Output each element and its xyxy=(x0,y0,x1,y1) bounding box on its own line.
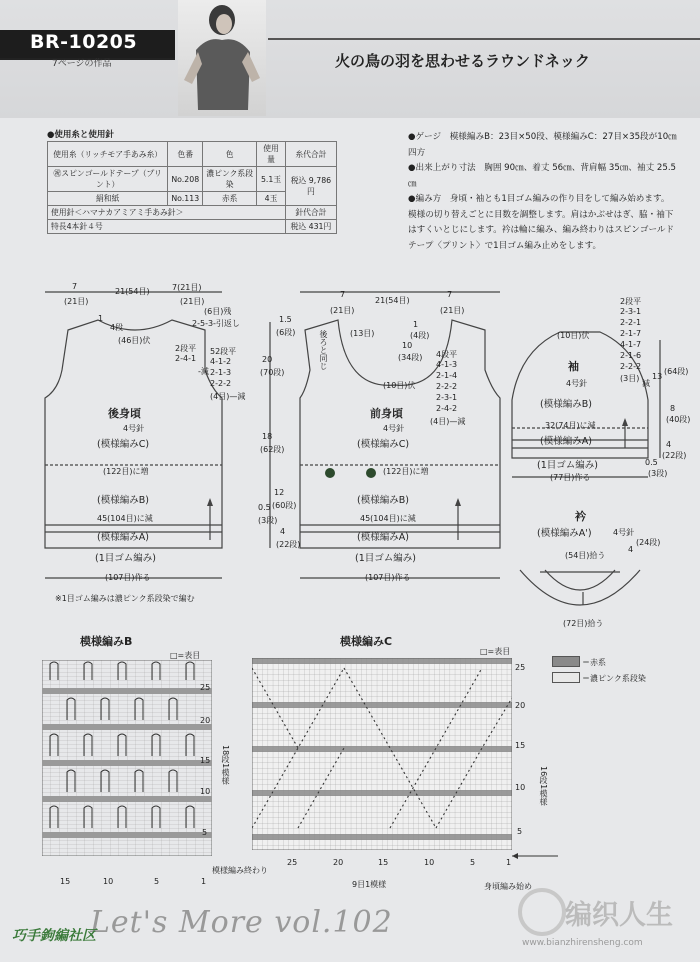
sleeve-h2: 8 xyxy=(670,404,676,413)
legend-pink-swatch xyxy=(552,672,580,683)
chart-b-col10: 10 xyxy=(103,877,114,886)
back-armhole: 2段平 xyxy=(175,344,197,353)
back-h1: 1.5 xyxy=(279,315,292,324)
sleeve-inc: 32(74目)に減 xyxy=(545,421,596,430)
row1-amount: 5.1玉 xyxy=(257,167,286,192)
row1-no: No.208 xyxy=(168,167,203,192)
back-side1: 4-1-2 xyxy=(210,357,232,366)
back-cast: (107目)作る xyxy=(105,573,151,582)
sleeve-r0: 2段平 xyxy=(620,297,642,306)
row2-amount: 4玉 xyxy=(257,192,286,206)
back-h5s: (3段) xyxy=(258,516,278,525)
page-ref: 7ページの作品 xyxy=(52,59,112,69)
front-w1s: (21目) xyxy=(330,306,355,315)
swirl-logo-icon xyxy=(518,888,566,936)
chart-b-col15: 15 xyxy=(60,877,71,886)
front-pattern-a: (模様編みA) xyxy=(357,532,409,543)
chart-b-row10: 10 xyxy=(200,787,211,796)
back-w2: 21(54目) xyxy=(115,287,150,296)
front-neck-h: 1 xyxy=(413,320,419,329)
chart-c-bottom: 9目1模様 xyxy=(352,880,387,889)
sleeve-pattern-a: (模様編みA) xyxy=(540,436,592,447)
back-h1s: (6段) xyxy=(276,328,296,337)
back-dec-label: -減 xyxy=(198,367,209,376)
collar-outer xyxy=(520,570,640,605)
col-yarn: 使用糸（リッチモア手あみ糸） xyxy=(48,142,168,167)
front-w1: 7 xyxy=(340,290,346,299)
back-h4: 12 xyxy=(274,488,285,497)
back-side2: 2-1-3 xyxy=(210,368,232,377)
back-neck: (46目)伏 xyxy=(118,336,151,345)
chart-b-row5: 5 xyxy=(202,828,208,837)
chart-c-col10: 10 xyxy=(424,858,435,867)
chart-b-row20: 20 xyxy=(200,716,211,725)
sleeve-r5: 2-1-6 xyxy=(620,351,642,360)
chart-b-col5: 5 xyxy=(154,877,160,886)
needle-head: 使用針＜ハマナカアミアミ手あみ針＞ xyxy=(48,206,286,220)
chart-c-col20: 20 xyxy=(333,858,344,867)
back-h6s: (22段) xyxy=(276,540,301,549)
sleeve-r7: (3目) xyxy=(620,374,640,383)
model-photo xyxy=(178,0,266,116)
chart-c-row10: 10 xyxy=(515,783,526,792)
front-dec2: 2-1-4 xyxy=(436,371,458,380)
chart-b-row15: 15 xyxy=(200,756,211,765)
chart-b-end: 模様編み終わり xyxy=(212,866,268,875)
collar-h: 4 xyxy=(628,545,634,554)
chart-b-row25: 25 xyxy=(200,683,211,692)
back-label4: 4段 xyxy=(110,323,124,332)
stitch-marker-left xyxy=(325,468,335,478)
sleeve-pattern-b: (模様編みB) xyxy=(540,399,592,410)
back-h3: 18 xyxy=(262,432,273,441)
chart-c-row5: 5 xyxy=(517,827,523,836)
back-w3: 7(21目) xyxy=(172,283,202,292)
front-neck-rows: 10 xyxy=(402,341,413,350)
back-rib: (1目ゴム編み) xyxy=(95,553,156,564)
chart-c-title: 模様編みC xyxy=(340,635,393,648)
col-price: 糸代合計 xyxy=(285,142,336,167)
front-shoulder: (13目) xyxy=(350,329,375,338)
back-w3s: (21目) xyxy=(180,297,205,306)
col-color: 色 xyxy=(203,142,257,167)
back-side-rows: 52段平 xyxy=(210,347,237,356)
back-pattern-c: (模様編みC) xyxy=(97,439,150,450)
chart-c-col1: 1 xyxy=(506,858,512,867)
sleeve-r4: 4-1-7 xyxy=(620,340,642,349)
back-h6: 4 xyxy=(280,527,286,536)
sleeve-h2s: (40段) xyxy=(666,415,691,424)
legend-red-swatch xyxy=(552,656,580,667)
sleeve-title: 袖 xyxy=(568,360,579,373)
back-side4: (4目)—減 xyxy=(210,392,246,401)
collar-subtitle: (模様編みA') xyxy=(537,528,592,539)
chart-c-legend-pink: ＝濃ピンク系段染 xyxy=(582,674,646,683)
chart-c-end-arrow xyxy=(510,848,560,864)
front-cast: (107目)作る xyxy=(365,573,411,582)
back-h4s: (60段) xyxy=(272,501,297,510)
front-pattern-c: (模様編みC) xyxy=(357,439,410,450)
back-h5: 0.5 xyxy=(258,503,271,512)
community-logo: 巧手鉤編社区 xyxy=(12,928,96,944)
back-side3: 2-2-2 xyxy=(210,379,232,388)
size-note: ●出来上がり寸法 胸囲 90㎝、着丈 56㎝、背肩幅 35㎝、袖丈 25.5㎝ xyxy=(408,163,677,189)
col-amount: 使用量 xyxy=(257,142,286,167)
sleeve-rib: (1目ゴム編み) xyxy=(537,460,598,471)
page-title: 火の鳥の羽を思わせるラウンドネック xyxy=(335,52,590,70)
collar-top: (54目)拾う xyxy=(565,551,606,560)
back-w1: 7 xyxy=(72,282,78,291)
row1-yarn: ㊗スピンゴールドテープ（プリント） xyxy=(48,167,168,192)
back-dec45: 45(104目)に減 xyxy=(97,514,153,523)
back-pattern-b: (模様編みB) xyxy=(97,495,149,506)
pattern-code: BR-10205 xyxy=(30,31,138,53)
chart-c-row15: 15 xyxy=(515,741,526,750)
back-shoulder: (6目)残 xyxy=(204,307,232,316)
chart-c-legend-red: ＝赤系 xyxy=(582,658,606,667)
chart-c-col15: 15 xyxy=(378,858,389,867)
front-dec1: 4-1-3 xyxy=(436,360,458,369)
collar-hs: (24段) xyxy=(636,538,661,547)
chart-b-title: 模様編みB xyxy=(80,635,133,648)
sleeve-r3: 2-1-7 xyxy=(620,329,642,338)
collar-needle: 4号針 xyxy=(613,528,635,537)
front-w3s: (21目) xyxy=(440,306,465,315)
back-h2s: (70段) xyxy=(260,368,285,377)
sleeve-dec: 減 xyxy=(642,379,650,388)
chart-b-grid xyxy=(42,660,212,856)
method-note: ●編み方 身頃・袖とも1目ゴム編みの作り目をして編み始めます。模様の切り替えごとに目数を調整します。肩はかぶせはぎ、脇・袖下はすくいとじにします。衿は輪に編み、編み終わりはスピンゴールドテープ〈プリント〉で1目ゴム編み止めをします。 xyxy=(408,194,675,251)
row1-color: 濃ピンク系段染 xyxy=(203,167,257,192)
front-w2: 21(54目) xyxy=(375,296,410,305)
row2-color: 赤系 xyxy=(203,192,257,206)
sleeve-r1: 2-3-1 xyxy=(620,307,642,316)
gauge-note: ●ゲージ 模様編みB：23目×50段、模様編みC：27目×35段が10㎝四方 xyxy=(408,132,677,158)
row2-yarn: 絹和紙 xyxy=(48,192,168,206)
front-neck-rows-s: (34段) xyxy=(398,353,423,362)
front-dec3: 2-2-2 xyxy=(436,382,458,391)
row2-no: No.113 xyxy=(168,192,203,206)
needle-price: 税込 431円 xyxy=(285,220,336,234)
sleeve-needle: 4号針 xyxy=(566,379,588,388)
title-line xyxy=(268,38,700,40)
front-dec0: 4段平 xyxy=(436,350,458,359)
sleeve-top: (10目)伏 xyxy=(557,331,590,340)
chart-c-row20: 20 xyxy=(515,701,526,710)
instructions xyxy=(408,130,678,254)
collar-bottom: (72目)拾う xyxy=(563,619,604,628)
sleeve-h4: 4 xyxy=(666,440,672,449)
back-title: 後身頃 xyxy=(108,407,141,420)
magazine-brand: Let's More vol.102 xyxy=(90,905,393,940)
needle: 特長4本針４号 xyxy=(48,220,286,234)
sleeve-h3s: (3段) xyxy=(648,469,668,478)
chart-b-row-label: 18段1模様 xyxy=(221,745,230,785)
back-inc: (122目)に増 xyxy=(103,467,149,476)
yarn-price: 税込 9,786円 xyxy=(285,167,336,206)
col-color-no: 色番 xyxy=(168,142,203,167)
front-neck-bind: (10目)伏 xyxy=(383,381,416,390)
needle-price-head: 針代合計 xyxy=(285,206,336,220)
sleeve-h3: 0.5 xyxy=(645,458,658,467)
chart-c-col25: 25 xyxy=(287,858,298,867)
front-needle: 4号針 xyxy=(383,424,405,433)
chart-c-grid xyxy=(252,658,512,850)
sleeve-h4s: (22段) xyxy=(662,451,687,460)
front-dec6: (4目)—減 xyxy=(430,417,466,426)
sleeve-r2: 2-2-1 xyxy=(620,318,642,327)
collar-inner xyxy=(545,570,615,590)
materials-table xyxy=(47,141,337,234)
back-w1s: (21目) xyxy=(64,297,89,306)
back-shoulder-dec: 2-5-3-引返し xyxy=(192,319,240,328)
chart-c-row25: 25 xyxy=(515,663,526,672)
site-logo-text: 编织人生 xyxy=(565,900,673,931)
back-needle: 4号針 xyxy=(123,424,145,433)
front-title: 前身頃 xyxy=(370,407,403,420)
front-pattern-b: (模様編みB) xyxy=(357,495,409,506)
front-rib: (1目ゴム編み) xyxy=(355,553,416,564)
collar-title: 衿 xyxy=(575,510,586,523)
front-inc: (122目)に増 xyxy=(383,467,429,476)
stitch-marker-right xyxy=(366,468,376,478)
chart-c-col5: 5 xyxy=(470,858,476,867)
chart-b-legend: □=表目 xyxy=(170,651,201,660)
sleeve-h1: 13 xyxy=(652,372,663,381)
sleeve-h1s: (64段) xyxy=(664,367,689,376)
front-dec5: 2-4-2 xyxy=(436,404,458,413)
materials-heading: ●使用糸と使用針 xyxy=(47,130,114,140)
back-pattern-a: (模様編みA) xyxy=(97,532,149,543)
rib-note: ※1目ゴム編みは濃ピンク系段染で編む xyxy=(55,594,195,603)
front-w3: 7 xyxy=(447,290,453,299)
chart-c-end: 身頃編み始め xyxy=(484,882,532,891)
front-dec4: 2-3-1 xyxy=(436,393,458,402)
back-h2: 20 xyxy=(262,355,273,364)
back-h3s: (62段) xyxy=(260,445,285,454)
site-url: www.bianzhirensheng.com xyxy=(522,938,643,948)
chart-b-col1: 1 xyxy=(201,877,207,886)
sleeve-r6: 2-2-2 xyxy=(620,362,642,371)
front-dec45: 45(104目)に減 xyxy=(360,514,416,523)
sleeve-cast: (77目)作る xyxy=(550,473,591,482)
chart-c-row-label: 16段1模様 xyxy=(539,766,548,806)
chart-c-legend: □=表目 xyxy=(480,647,511,656)
front-back-note: 後ろと同じ xyxy=(319,330,328,370)
front-neck-hs: (4段) xyxy=(410,331,430,340)
back-label1: 1 xyxy=(98,314,104,323)
back-armhole-dec: 2-4-1 xyxy=(175,354,197,363)
